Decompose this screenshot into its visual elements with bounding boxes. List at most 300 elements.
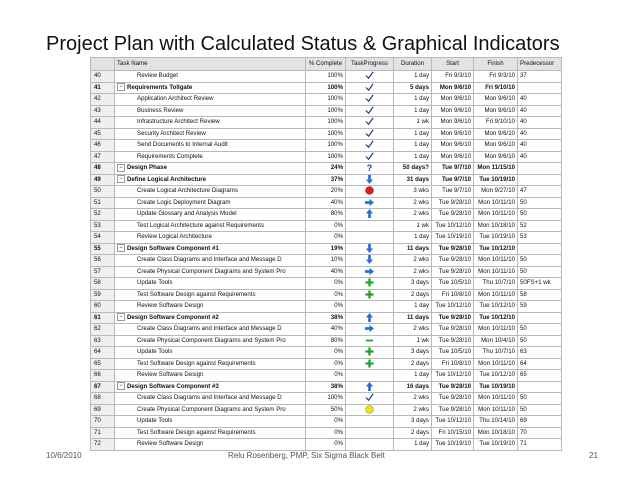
task-progress-indicator: [346, 416, 394, 428]
start-date: Mon 9/6/10: [432, 94, 474, 106]
table-row[interactable]: [91, 186, 562, 198]
duration: 3 wks: [394, 186, 432, 198]
duration: 1 wk: [394, 335, 432, 347]
task-name: Review Budget: [137, 72, 178, 80]
task-name-cell: [115, 186, 306, 198]
predecessor: 47: [518, 186, 562, 198]
finish-date: Fri 9/3/10: [474, 71, 518, 83]
task-name: Create Physical Component Diagrams and System Pro: [137, 267, 286, 275]
finish-date: Mon 10/11/10: [474, 358, 518, 370]
duration: 2 days: [394, 358, 432, 370]
percent-complete: 20%: [306, 186, 346, 198]
percent-complete: 10%: [306, 255, 346, 267]
start-date: Mon 9/6/10: [432, 140, 474, 152]
finish-date: Mon 10/11/10: [474, 197, 518, 209]
row-id: 67: [91, 381, 115, 393]
predecessor: 64: [518, 358, 562, 370]
row-id: 42: [91, 94, 115, 106]
task-name-cell: [115, 439, 306, 451]
finish-date: Mon 9/6/10: [474, 128, 518, 140]
start-date: Tue 9/28/10: [432, 381, 474, 393]
finish-date: Mon 10/11/10: [474, 255, 518, 267]
column-header: Predecessor: [518, 58, 562, 71]
yellow-circle-icon: [365, 405, 374, 414]
predecessor: 50: [518, 393, 562, 405]
checkmark-icon: [365, 106, 374, 115]
task-name: Requirements Complete: [137, 152, 203, 160]
duration: 11 days: [394, 312, 432, 324]
finish-date: Mon 9/27/10: [474, 186, 518, 198]
checkmark-icon: [365, 140, 374, 149]
predecessor: 65: [518, 370, 562, 382]
table-row[interactable]: [91, 94, 562, 106]
duration: 1 day: [394, 151, 432, 163]
row-id: 40: [91, 71, 115, 83]
table-row[interactable]: [91, 174, 562, 186]
task-progress-indicator: [346, 209, 394, 221]
footer-page-number: 21: [589, 451, 598, 460]
predecessor: [518, 174, 562, 186]
finish-date: Tue 10/12/10: [474, 301, 518, 313]
duration: 2 wks: [394, 255, 432, 267]
finish-date: Mon 9/6/10: [474, 94, 518, 106]
task-name-cell: [115, 94, 306, 106]
row-id: 49: [91, 174, 115, 186]
predecessor: 40: [518, 128, 562, 140]
arrow-up-icon: [365, 382, 374, 391]
column-header: Start: [432, 58, 474, 71]
duration: 50 days?: [394, 163, 432, 175]
task-name: Design Software Component #3: [127, 382, 219, 390]
table-row[interactable]: [91, 243, 562, 255]
start-date: Tue 9/28/10: [432, 266, 474, 278]
task-name-cell: [115, 347, 306, 359]
task-progress-indicator: [346, 347, 394, 359]
collapse-toggle-icon[interactable]: −: [117, 83, 125, 91]
task-name-cell: [115, 416, 306, 428]
finish-date: Tue 10/19/10: [474, 381, 518, 393]
task-progress-indicator: [346, 197, 394, 209]
finish-date: Tue 10/19/10: [474, 232, 518, 244]
percent-complete: 0%: [306, 347, 346, 359]
percent-complete: 0%: [306, 370, 346, 382]
duration: 3 days: [394, 347, 432, 359]
predecessor: [518, 163, 562, 175]
percent-complete: 0%: [306, 301, 346, 313]
table-row[interactable]: [91, 370, 562, 382]
green-plus-icon: [365, 278, 374, 287]
column-header: Duration: [394, 58, 432, 71]
table-row[interactable]: [91, 197, 562, 209]
table-row[interactable]: [91, 82, 562, 94]
task-name: Update Tools: [137, 417, 173, 425]
predecessor: 50FS+1 wk: [518, 278, 562, 290]
percent-complete: 100%: [306, 128, 346, 140]
row-id: 70: [91, 416, 115, 428]
task-name-cell: [115, 404, 306, 416]
predecessor: 37: [518, 71, 562, 83]
table-row[interactable]: [91, 278, 562, 290]
start-date: Mon 9/6/10: [432, 117, 474, 129]
task-progress-indicator: [346, 220, 394, 232]
task-name-cell: [115, 197, 306, 209]
task-name: Send Documents to Internal Audit: [137, 141, 228, 149]
task-progress-indicator: [346, 94, 394, 106]
start-date: Tue 9/28/10: [432, 197, 474, 209]
percent-complete: 100%: [306, 82, 346, 94]
checkmark-icon: [365, 152, 374, 161]
task-name-cell: [115, 278, 306, 290]
finish-date: Thu 10/14/10: [474, 416, 518, 428]
duration: 3 days: [394, 278, 432, 290]
column-header: % Complete: [306, 58, 346, 71]
table-row[interactable]: [91, 117, 562, 129]
task-name: Requirements Tollgate: [127, 83, 193, 91]
percent-complete: 0%: [306, 439, 346, 451]
project-plan-table: [90, 57, 562, 451]
task-name-cell: [115, 301, 306, 313]
task-name: Test Software Design against Requirements: [137, 428, 256, 436]
task-progress-indicator: [346, 243, 394, 255]
duration: 2 wks: [394, 324, 432, 336]
arrow-down-icon: [365, 244, 374, 253]
predecessor: [518, 243, 562, 255]
start-date: Mon 9/6/10: [432, 128, 474, 140]
finish-date: Tue 10/12/10: [474, 243, 518, 255]
predecessor: 50: [518, 324, 562, 336]
duration: 1 day: [394, 301, 432, 313]
task-progress-indicator: [346, 71, 394, 83]
finish-date: Mon 10/11/10: [474, 324, 518, 336]
task-name-cell: [115, 289, 306, 301]
start-date: Tue 10/12/10: [432, 370, 474, 382]
row-id: 56: [91, 255, 115, 267]
finish-date: Fri 9/10/10: [474, 82, 518, 94]
task-progress-indicator: [346, 427, 394, 439]
row-id: 61: [91, 312, 115, 324]
task-progress-indicator: [346, 312, 394, 324]
task-name-cell: [115, 117, 306, 129]
row-id: 41: [91, 82, 115, 94]
duration: 3 days: [394, 416, 432, 428]
column-header: [91, 58, 115, 71]
table-row[interactable]: [91, 301, 562, 313]
duration: 2 days: [394, 289, 432, 301]
row-id: 69: [91, 404, 115, 416]
percent-complete: 38%: [306, 312, 346, 324]
start-date: Tue 10/12/10: [432, 220, 474, 232]
task-name-cell: [115, 266, 306, 278]
row-id: 46: [91, 140, 115, 152]
table-row[interactable]: [91, 416, 562, 428]
duration: 31 days: [394, 174, 432, 186]
table-row[interactable]: [91, 128, 562, 140]
finish-date: Mon 9/6/10: [474, 105, 518, 117]
row-id: 50: [91, 186, 115, 198]
finish-date: Tue 10/12/10: [474, 312, 518, 324]
svg-text:?: ?: [366, 163, 373, 173]
duration: 2 wks: [394, 393, 432, 405]
finish-date: Mon 10/11/10: [474, 209, 518, 221]
row-id: 64: [91, 347, 115, 359]
percent-complete: 100%: [306, 140, 346, 152]
task-progress-indicator: [346, 439, 394, 451]
table-row[interactable]: [91, 347, 562, 359]
table-row[interactable]: [91, 105, 562, 117]
task-name-cell: [115, 220, 306, 232]
percent-complete: 100%: [306, 94, 346, 106]
percent-complete: 0%: [306, 427, 346, 439]
table-header-row: [91, 58, 562, 71]
task-progress-indicator: [346, 82, 394, 94]
checkmark-icon: [365, 129, 374, 138]
checkmark-icon: [365, 71, 374, 80]
task-name-cell: [115, 151, 306, 163]
task-name: Update Tools: [137, 348, 173, 356]
percent-complete: 0%: [306, 232, 346, 244]
arrow-right-icon: [365, 198, 374, 207]
task-progress-indicator: [346, 335, 394, 347]
percent-complete: 19%: [306, 243, 346, 255]
percent-complete: 100%: [306, 105, 346, 117]
percent-complete: 100%: [306, 151, 346, 163]
percent-complete: 38%: [306, 381, 346, 393]
checkmark-icon: [365, 117, 374, 126]
table-row[interactable]: [91, 220, 562, 232]
row-id: 54: [91, 232, 115, 244]
task-name-cell: [115, 427, 306, 439]
duration: 1 wk: [394, 220, 432, 232]
duration: 16 days: [394, 381, 432, 393]
task-name: Create Physical Component Diagrams and System Pro: [137, 336, 286, 344]
start-date: Fri 10/8/10: [432, 358, 474, 370]
table-row[interactable]: [91, 71, 562, 83]
task-name: Application Architect Review: [137, 95, 214, 103]
duration: 2 wks: [394, 404, 432, 416]
table-row[interactable]: [91, 335, 562, 347]
task-progress-indicator: [346, 278, 394, 290]
row-id: 45: [91, 128, 115, 140]
finish-date: Mon 9/6/10: [474, 140, 518, 152]
duration: 1 day: [394, 439, 432, 451]
predecessor: 50: [518, 209, 562, 221]
checkmark-icon: [365, 94, 374, 103]
finish-date: Mon 10/11/10: [474, 266, 518, 278]
table-row[interactable]: [91, 289, 562, 301]
task-name-cell: [115, 370, 306, 382]
duration: 2 wks: [394, 266, 432, 278]
finish-date: Mon 10/11/10: [474, 404, 518, 416]
predecessor: 50: [518, 335, 562, 347]
finish-date: Mon 10/4/10: [474, 335, 518, 347]
start-date: Mon 9/6/10: [432, 82, 474, 94]
column-header: TaskProgress: [346, 58, 394, 71]
green-dash-icon: [365, 336, 374, 345]
start-date: Tue 9/28/10: [432, 324, 474, 336]
table-row[interactable]: [91, 427, 562, 439]
percent-complete: 100%: [306, 117, 346, 129]
start-date: Tue 10/5/10: [432, 278, 474, 290]
row-id: 51: [91, 197, 115, 209]
task-name-cell: [115, 82, 306, 94]
finish-date: Mon 10/18/10: [474, 220, 518, 232]
row-id: 55: [91, 243, 115, 255]
task-name: Test Logical Architecture against Requirements: [137, 221, 265, 229]
row-id: 48: [91, 163, 115, 175]
arrow-right-icon: [365, 267, 374, 276]
task-name: Test Software Design against Requirements: [137, 359, 256, 367]
table-row[interactable]: [91, 266, 562, 278]
start-date: Tue 9/7/10: [432, 174, 474, 186]
start-date: Tue 9/28/10: [432, 209, 474, 221]
task-name-cell: [115, 312, 306, 324]
green-plus-icon: [365, 359, 374, 368]
row-id: 43: [91, 105, 115, 117]
task-name: Create Physical Component Diagrams and System Pro: [137, 405, 286, 413]
row-id: 72: [91, 439, 115, 451]
start-date: Tue 9/28/10: [432, 243, 474, 255]
finish-date: Thu 10/7/10: [474, 278, 518, 290]
table-row[interactable]: [91, 163, 562, 175]
row-id: 59: [91, 289, 115, 301]
task-progress-indicator: [346, 393, 394, 405]
row-id: 53: [91, 220, 115, 232]
green-plus-icon: [365, 290, 374, 299]
green-plus-icon: [365, 347, 374, 356]
column-header: Finish: [474, 58, 518, 71]
task-name: Review Software Design: [137, 440, 204, 448]
arrow-up-icon: [365, 209, 374, 218]
duration: 1 wk: [394, 117, 432, 129]
task-name: Infrastructure Architect Review: [137, 118, 220, 126]
task-progress-indicator: [346, 381, 394, 393]
start-date: Fri 10/15/10: [432, 427, 474, 439]
task-name: Create Class Diagrams and Interface and Message D: [137, 394, 282, 402]
task-progress-indicator: [346, 174, 394, 186]
collapse-toggle-icon[interactable]: −: [117, 175, 125, 183]
arrow-up-icon: [365, 313, 374, 322]
duration: 1 day: [394, 370, 432, 382]
duration: 1 day: [394, 232, 432, 244]
collapse-toggle-icon[interactable]: −: [117, 164, 125, 172]
percent-complete: 0%: [306, 289, 346, 301]
predecessor: [518, 82, 562, 94]
duration: 11 days: [394, 243, 432, 255]
duration: 1 day: [394, 128, 432, 140]
predecessor: 40: [518, 151, 562, 163]
finish-date: Tue 10/19/10: [474, 439, 518, 451]
task-name-cell: [115, 128, 306, 140]
task-progress-indicator: [346, 255, 394, 267]
task-progress-indicator: [346, 232, 394, 244]
row-id: 57: [91, 266, 115, 278]
finish-date: Mon 9/6/10: [474, 151, 518, 163]
table-row[interactable]: [91, 439, 562, 451]
duration: 5 days: [394, 82, 432, 94]
table-row[interactable]: [91, 255, 562, 267]
table-row[interactable]: [91, 312, 562, 324]
task-name: Create Class Diagrams and Interface and Message D: [137, 256, 282, 264]
table-row[interactable]: [91, 381, 562, 393]
task-progress-indicator: [346, 186, 394, 198]
task-progress-indicator: [346, 105, 394, 117]
table-row[interactable]: [91, 404, 562, 416]
row-id: 71: [91, 427, 115, 439]
percent-complete: 37%: [306, 174, 346, 186]
finish-date: Mon 11/15/10: [474, 163, 518, 175]
checkmark-icon: [365, 83, 374, 92]
table-row[interactable]: [91, 209, 562, 221]
duration: 1 day: [394, 140, 432, 152]
duration: 1 day: [394, 105, 432, 117]
predecessor: 40: [518, 94, 562, 106]
task-name-cell: [115, 174, 306, 186]
percent-complete: 40%: [306, 324, 346, 336]
start-date: Tue 9/28/10: [432, 393, 474, 405]
task-progress-indicator: [346, 301, 394, 313]
collapse-toggle-icon[interactable]: −: [117, 382, 125, 390]
collapse-toggle-icon[interactable]: −: [117, 313, 125, 321]
predecessor: 50: [518, 197, 562, 209]
task-name-cell: [115, 209, 306, 221]
slide-title: Project Plan with Calculated Status & Graphical Indicators: [46, 33, 560, 55]
task-name-cell: [115, 324, 306, 336]
start-date: Tue 10/19/10: [432, 232, 474, 244]
task-name: Design Software Component #2: [127, 313, 219, 321]
table-row[interactable]: [91, 393, 562, 405]
task-progress-indicator: [346, 404, 394, 416]
row-id: 60: [91, 301, 115, 313]
task-name: Create Logical Architecture Diagrams: [137, 187, 238, 195]
table-row[interactable]: [91, 140, 562, 152]
start-date: Tue 9/28/10: [432, 335, 474, 347]
predecessor: [518, 381, 562, 393]
row-id: 58: [91, 278, 115, 290]
table-row[interactable]: [91, 358, 562, 370]
start-date: Tue 10/5/10: [432, 347, 474, 359]
duration: 2 wks: [394, 209, 432, 221]
collapse-toggle-icon[interactable]: −: [117, 244, 125, 252]
column-header: Task Name: [115, 58, 306, 71]
start-date: Mon 9/6/10: [432, 151, 474, 163]
row-id: 66: [91, 370, 115, 382]
task-progress-indicator: [346, 163, 394, 175]
task-name: Review Software Design: [137, 302, 204, 310]
start-date: Tue 9/28/10: [432, 404, 474, 416]
arrow-down-icon: [365, 255, 374, 264]
predecessor: 71: [518, 439, 562, 451]
table-row[interactable]: [91, 324, 562, 336]
start-date: Tue 10/19/10: [432, 439, 474, 451]
task-name: Define Logical Architecture: [127, 175, 207, 183]
percent-complete: 50%: [306, 404, 346, 416]
finish-date: Fri 9/10/10: [474, 117, 518, 129]
task-name: Security Architect Review: [137, 129, 206, 137]
row-id: 68: [91, 393, 115, 405]
table-row[interactable]: [91, 232, 562, 244]
task-name-cell: [115, 358, 306, 370]
task-progress-indicator: [346, 289, 394, 301]
task-name: Create Logic Deployment Diagram: [137, 198, 231, 206]
checkmark-icon: [365, 393, 374, 402]
predecessor: [518, 312, 562, 324]
task-progress-indicator: [346, 324, 394, 336]
task-name-cell: [115, 381, 306, 393]
start-date: Tue 10/12/10: [432, 416, 474, 428]
task-progress-indicator: [346, 151, 394, 163]
table-row[interactable]: [91, 151, 562, 163]
footer-author: Relu Rosenberg, PMP, Six Sigma Black Belt: [228, 451, 385, 460]
